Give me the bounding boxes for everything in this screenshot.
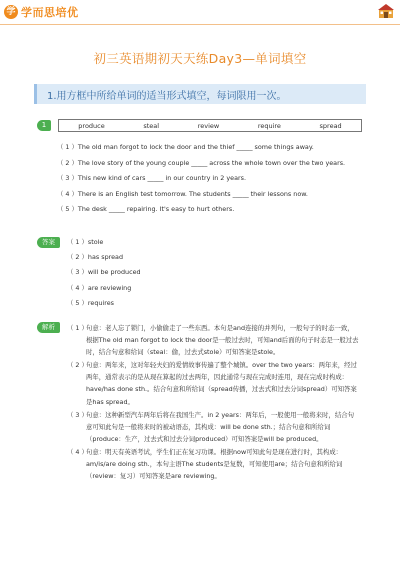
- answer-item: （ 1 ）stole: [67, 238, 104, 246]
- explanation-text: 句意：老人忘了锁门，小偷偷走了一些东西。本句是and连接的并列句，一般句子的时态一致，根据The old man forgot to lock the door是一般过去时，可知and后面的句子时态是一般过去时，结合句意和给词（steal：偷，过去式stole）可知答案是stole。: [86, 324, 359, 357]
- explanation-text: 句意：这种新型汽车两年后将在我国生产。in 2 years：两年后，一般使用一般将来时，结合句意可知此句是一般将来时的被动语态，其构成：will be done sth.；结合句意和所给词（produce：生产，过去式和过去分词produced）可知答案是will be produced。: [86, 410, 354, 443]
- page-title: 初三英语期初天天练Day3—单词填空: [93, 51, 307, 66]
- question-item: （ 5 ）The desk _____ repairing. It's easy to hurt others.: [57, 205, 235, 214]
- word-box-item: spread: [319, 121, 342, 130]
- explanation-number: （ 1 ）: [67, 324, 88, 332]
- explanation-item: [67, 322, 359, 358]
- header-divider: [0, 24, 400, 25]
- school-building-icon: [378, 3, 394, 19]
- word-box-item: steal: [143, 121, 160, 130]
- explanation-tag: 解析: [37, 322, 60, 333]
- answer-list: [67, 237, 267, 313]
- question-item: （ 1 ）The old man forgot to lock the door and the thief _____ some things away.: [57, 143, 314, 151]
- answer-item: （ 2 ）has spread: [67, 253, 124, 262]
- explanation-item: [67, 359, 359, 407]
- explanation-number: （ 2 ）: [67, 361, 88, 370]
- explanation-text: 句意：明天有英语考试，学生们正在复习功课。根据now可知此句是现在进行时，其构成：am/is/are doing sth.，本句主语The students是复数，可知使用are；结合句意和所给词（review：复习）可知答案是are reviewing。: [86, 447, 343, 481]
- question-item: （ 3 ）This new kind of cars _____ in our country in 2 years.: [57, 174, 246, 183]
- explanation-number: （ 4 ）: [67, 447, 88, 456]
- logo-mark: 学: [4, 5, 18, 19]
- section-heading: 1.用方框中所给单词的适当形式填空，每词限用一次。: [47, 91, 287, 102]
- header-bar: [0, 0, 400, 24]
- explanation-item: [67, 409, 359, 445]
- answer-item: （ 4 ）are reviewing: [67, 283, 132, 292]
- explanation-list: [67, 322, 359, 483]
- section-banner: [34, 84, 366, 104]
- word-box: [58, 119, 362, 132]
- answer-item: （ 3 ）will be produced: [67, 268, 141, 277]
- explanation-text: 句意：两年来，这对年轻夫妇的爱情故事传遍了整个城镇。over the two years：两年来，经过两年，通常表示的是从现在算起的过去两年，因此通常与现在完成时连用，现在完成时构成：have/has done sth.。结合句意和所给词（spread传播，过去式和过去分词spread）可知答案是has spread。: [86, 361, 357, 406]
- answer-tag: 答案: [37, 237, 60, 248]
- explanation-item: [67, 446, 359, 482]
- word-box-item: require: [257, 121, 281, 130]
- question-list: [57, 142, 377, 220]
- word-box-item: review: [197, 121, 220, 130]
- brand-name: 学而思培优: [21, 6, 79, 19]
- question-item: （ 4 ）There is an English test tomorrow. The students _____ their lessons now.: [57, 189, 308, 198]
- question-item: （ 2 ）The love story of the young couple _____ across the whole town over the two years.: [57, 158, 346, 167]
- answer-item: （ 5 ）requires: [67, 298, 114, 307]
- word-box-item: produce: [78, 121, 105, 130]
- explanation-number: （ 3 ）: [67, 410, 88, 419]
- question-number-tag: 1: [37, 120, 51, 131]
- brand-logo: [4, 4, 79, 20]
